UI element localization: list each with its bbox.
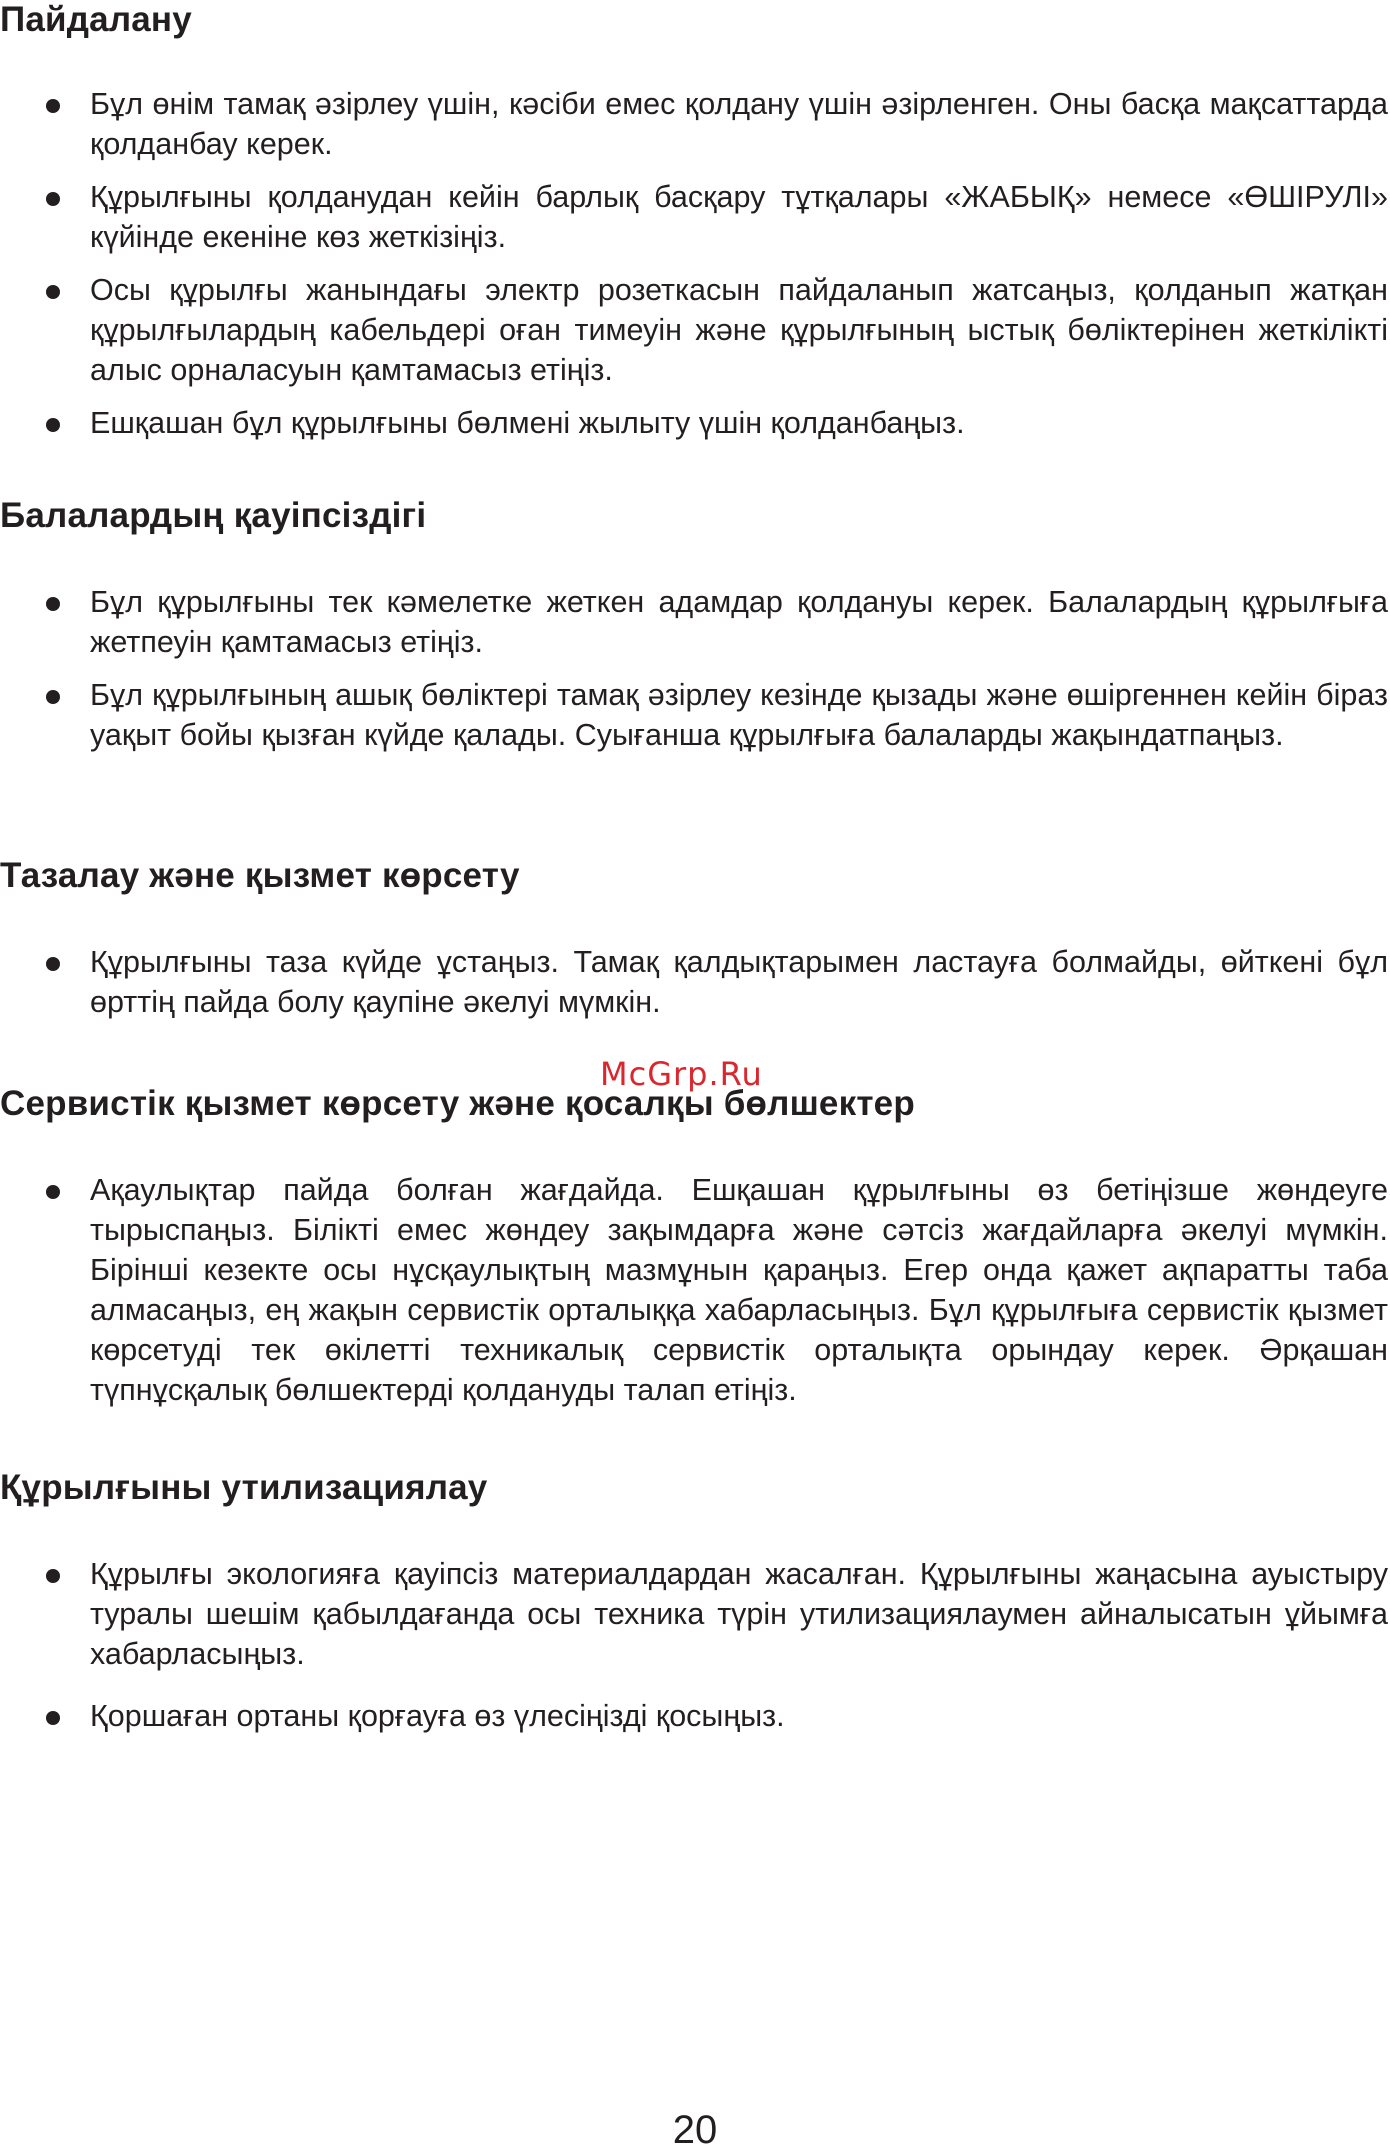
bullet-icon [46,1569,60,1583]
bullet-list [0,1554,1390,1736]
watermark-logo: McGrp.Ru [600,1055,763,1093]
list-item [0,1696,1390,1736]
list-item [0,1554,1390,1674]
list-item-text: Бұл құрылғыны тек кәмелетке жеткен адамдар қолдануы керек. Балалардың құрылғыға жетпеуін қамтамасыз етіңіз. [90,585,1388,659]
list-item [0,403,1390,443]
section-disposal [0,1468,1390,1758]
section-title: Сервистік қызмет көрсету және қосалқы бөлшектер [0,1084,915,1123]
list-item [0,270,1390,390]
list-item-text: Бұл өнім тамақ әзірлеу үшін, кәсіби емес қолдану үшін әзірленген. Оны басқа мақсаттарда қолданбау керек. [90,87,1388,161]
bullet-icon [46,957,60,971]
bullet-icon [46,192,60,206]
list-item-text: Ақаулықтар пайда болған жағдайда. Ешқашан құрылғыны өз бетіңізше жөндеуге тырыспаңыз. Білікті емес жөндеу зақымдарға және сәтсіз жағдайларға әкелуі мүмкін. Бірінші кезекте осы нұсқаулықтың мазмұнын қараңыз. Егер онда қажет ақпаратты таба алмасаңыз, ең жақын сервистік орталыққа хабарласыңыз. Бұл құрылғыға сервистік қызмет көрсетуді тек өкілетті техникалық сервистік орталықта орындау керек. Әрқашан түпнұсқалық бөлшектерді қолдануды талап етіңіз. [90,1173,1388,1407]
section-child-safety [0,496,1390,768]
section-title: Құрылғыны утилизациялау [0,1468,488,1507]
bullet-list [0,1170,1390,1410]
list-item [0,1170,1390,1410]
bullet-icon [46,597,60,611]
bullet-icon [46,1185,60,1199]
bullet-icon [46,285,60,299]
list-item-text: Құрылғыны қолданудан кейін барлық басқару тұтқалары «ЖАБЫҚ» немесе «ӨШІРУЛІ» күйінде екеніне көз жеткізіңіз. [90,180,1388,254]
list-item [0,942,1390,1022]
bullet-icon [46,99,60,113]
section-title: Тазалау және қызмет көрсету [0,856,520,895]
list-item-text: Құрылғыны таза күйде ұстаңыз. Тамақ қалдықтарымен ластауға болмайды, өйткені бұл өрттің пайда болу қаупіне әкелуі мүмкін. [90,945,1388,1019]
list-item-text: Құрылғы экологияға қауіпсіз материалдардан жасалған. Құрылғыны жаңасына ауыстыру туралы шешім қабылдағанда осы техника түрін утилизациялаумен айналысатын ұйымға хабарласыңыз. [90,1557,1388,1671]
section-usage [0,0,1390,456]
bullet-icon [46,1711,60,1725]
bullet-icon [46,418,60,432]
bullet-icon [46,690,60,704]
list-item [0,177,1390,257]
list-item [0,84,1390,164]
section-title: Пайдалану [0,0,192,39]
page-number: 20 [672,2108,718,2152]
section-cleaning [0,856,1390,1035]
section-service [0,1084,1390,1423]
section-title: Балалардың қауіпсіздігі [0,496,427,535]
list-item-text: Ешқашан бұл құрылғыны бөлмені жылыту үшін қолданбаңыз. [90,406,965,440]
bullet-list [0,582,1390,755]
list-item-text: Бұл құрылғының ашық бөліктері тамақ әзірлеу кезінде қызады және өшіргеннен кейін біраз уақыт бойы қызған күйде қалады. Суығанша құрылғыға балаларды жақындатпаңыз. [90,678,1388,752]
bullet-list [0,84,1390,443]
list-item-text: Осы құрылғы жанындағы электр розеткасын пайдаланып жатсаңыз, қолданып жатқан құрылғылардың кабельдері оған тимеуін және құрылғының ыстық бөліктерінен жеткілікті алыс орналасуын қамтамасыз етіңіз. [90,273,1388,387]
list-item [0,582,1390,662]
list-item-text: Қоршаған ортаны қорғауға өз үлесіңізді қосыңыз. [90,1699,785,1733]
list-item [0,675,1390,755]
bullet-list [0,942,1390,1022]
